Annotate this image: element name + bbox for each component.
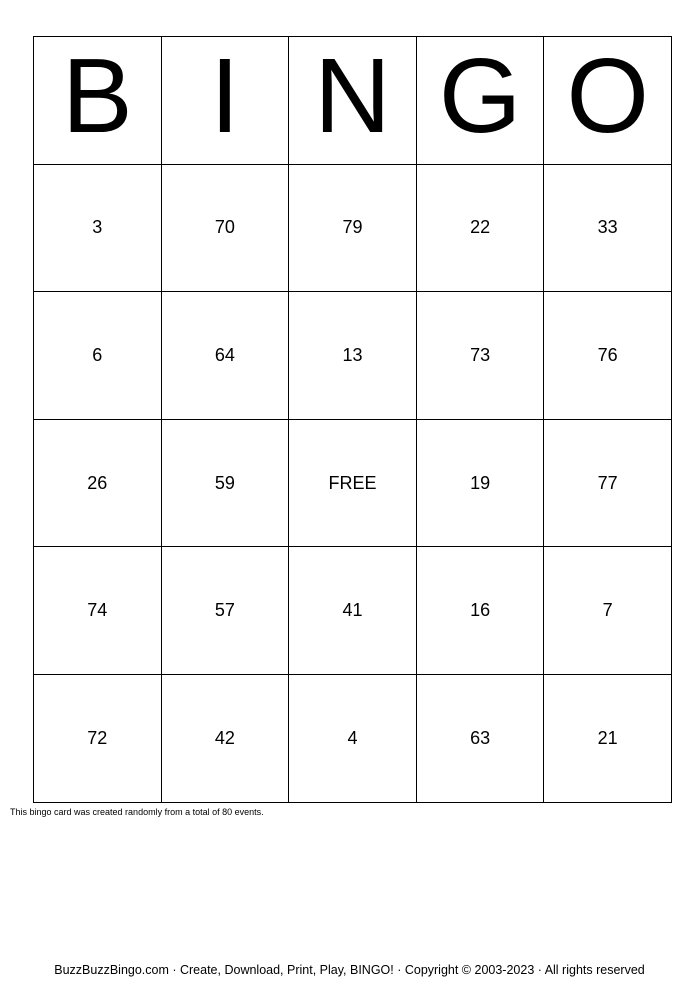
bingo-cell: 79 [289, 164, 417, 292]
bingo-cell: 33 [544, 164, 672, 292]
header-letter: B [61, 37, 133, 156]
bingo-cell: 59 [161, 419, 289, 547]
bingo-row-4 [34, 547, 672, 675]
free-space-cell: FREE [289, 419, 417, 547]
bingo-row-3 [34, 419, 672, 547]
header-letter: G [438, 37, 522, 156]
header-letter: N [314, 37, 391, 156]
bingo-cell: 42 [161, 674, 289, 802]
bingo-row-2 [34, 292, 672, 420]
bingo-cell: 21 [544, 674, 672, 802]
bingo-cell: 22 [416, 164, 544, 292]
bingo-cell: 26 [34, 419, 162, 547]
bingo-card [33, 36, 672, 803]
bingo-cell: 73 [416, 292, 544, 420]
bingo-cell: 70 [161, 164, 289, 292]
header-cell-n [289, 37, 417, 165]
header-cell-o [544, 37, 672, 165]
card-footnote: This bingo card was created randomly from a total of 80 events. [10, 807, 264, 817]
header-letter: I [210, 37, 240, 156]
bingo-cell: 74 [34, 547, 162, 675]
bingo-cell: 77 [544, 419, 672, 547]
bingo-cell: 7 [544, 547, 672, 675]
bingo-cell: 76 [544, 292, 672, 420]
bingo-cell: 63 [416, 674, 544, 802]
bingo-cell: 13 [289, 292, 417, 420]
bingo-cell: 4 [289, 674, 417, 802]
bingo-header-row [34, 37, 672, 165]
bingo-row-1 [34, 164, 672, 292]
bingo-cell: 16 [416, 547, 544, 675]
header-letter: O [566, 37, 649, 156]
page-footer: BuzzBuzzBingo.com · Create, Download, Print, Play, BINGO! · Copyright © 2003-2023 · All rights reserved [54, 963, 645, 977]
bingo-row-5 [34, 674, 672, 802]
bingo-cell: 41 [289, 547, 417, 675]
bingo-cell: 19 [416, 419, 544, 547]
header-cell-g [416, 37, 544, 165]
bingo-cell: 6 [34, 292, 162, 420]
header-cell-i [161, 37, 289, 165]
bingo-cell: 57 [161, 547, 289, 675]
bingo-cell: 64 [161, 292, 289, 420]
header-cell-b [34, 37, 162, 165]
bingo-cell: 72 [34, 674, 162, 802]
bingo-cell: 3 [34, 164, 162, 292]
